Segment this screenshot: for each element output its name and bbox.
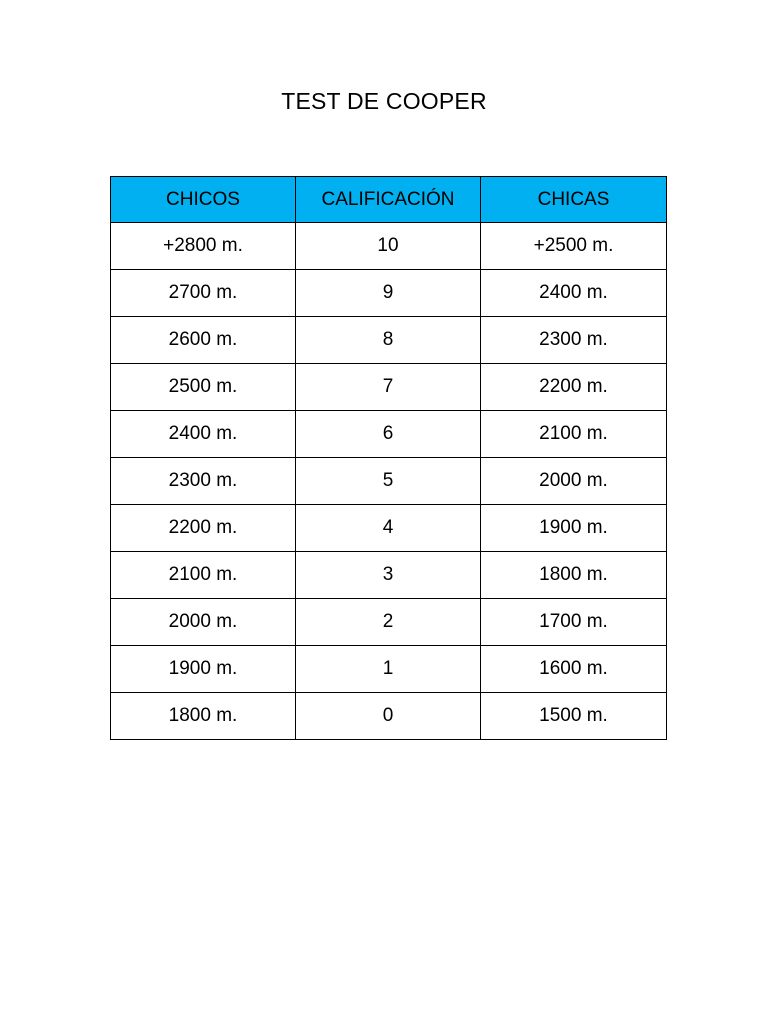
cell-chicos: 2400 m. [111,411,296,458]
header-chicas: CHICAS [481,177,667,223]
cell-chicos: 2100 m. [111,552,296,599]
cell-chicos: 2300 m. [111,458,296,505]
page-title: TEST DE COOPER [281,88,487,114]
table-row [111,364,667,411]
cell-chicas: 1900 m. [481,505,667,552]
table-row [111,317,667,364]
cell-chicas: 2300 m. [481,317,667,364]
cell-chicos: 2500 m. [111,364,296,411]
cell-chicos: 2200 m. [111,505,296,552]
cell-calificacion: 1 [296,646,481,693]
cell-chicos: 1800 m. [111,693,296,740]
cell-calificacion: 3 [296,552,481,599]
cell-calificacion: 7 [296,364,481,411]
cell-chicas: 2000 m. [481,458,667,505]
cell-chicas: 2200 m. [481,364,667,411]
table-header [111,177,667,223]
header-row [111,177,667,223]
cell-calificacion: 8 [296,317,481,364]
cell-calificacion: 6 [296,411,481,458]
cell-calificacion: 5 [296,458,481,505]
table-row [111,458,667,505]
header-calificacion: CALIFICACIÓN [296,177,481,223]
cell-chicas: 2400 m. [481,270,667,317]
table-row [111,411,667,458]
cell-calificacion: 9 [296,270,481,317]
header-chicos: CHICOS [111,177,296,223]
cell-chicos: 1900 m. [111,646,296,693]
cell-calificacion: 0 [296,693,481,740]
cell-chicas: 1600 m. [481,646,667,693]
cell-chicos: +2800 m. [111,223,296,270]
table-row [111,693,667,740]
cooper-score-table [110,176,667,740]
table-row [111,599,667,646]
cell-chicos: 2600 m. [111,317,296,364]
cell-calificacion: 4 [296,505,481,552]
table-body [111,223,667,740]
cell-chicas: 1500 m. [481,693,667,740]
cell-chicas: +2500 m. [481,223,667,270]
cell-chicos: 2700 m. [111,270,296,317]
cell-chicas: 1700 m. [481,599,667,646]
table-row [111,646,667,693]
table-row [111,223,667,270]
table-row [111,505,667,552]
cell-calificacion: 2 [296,599,481,646]
cell-chicos: 2000 m. [111,599,296,646]
table-row [111,270,667,317]
cell-chicas: 1800 m. [481,552,667,599]
cell-calificacion: 10 [296,223,481,270]
cell-chicas: 2100 m. [481,411,667,458]
table-row [111,552,667,599]
